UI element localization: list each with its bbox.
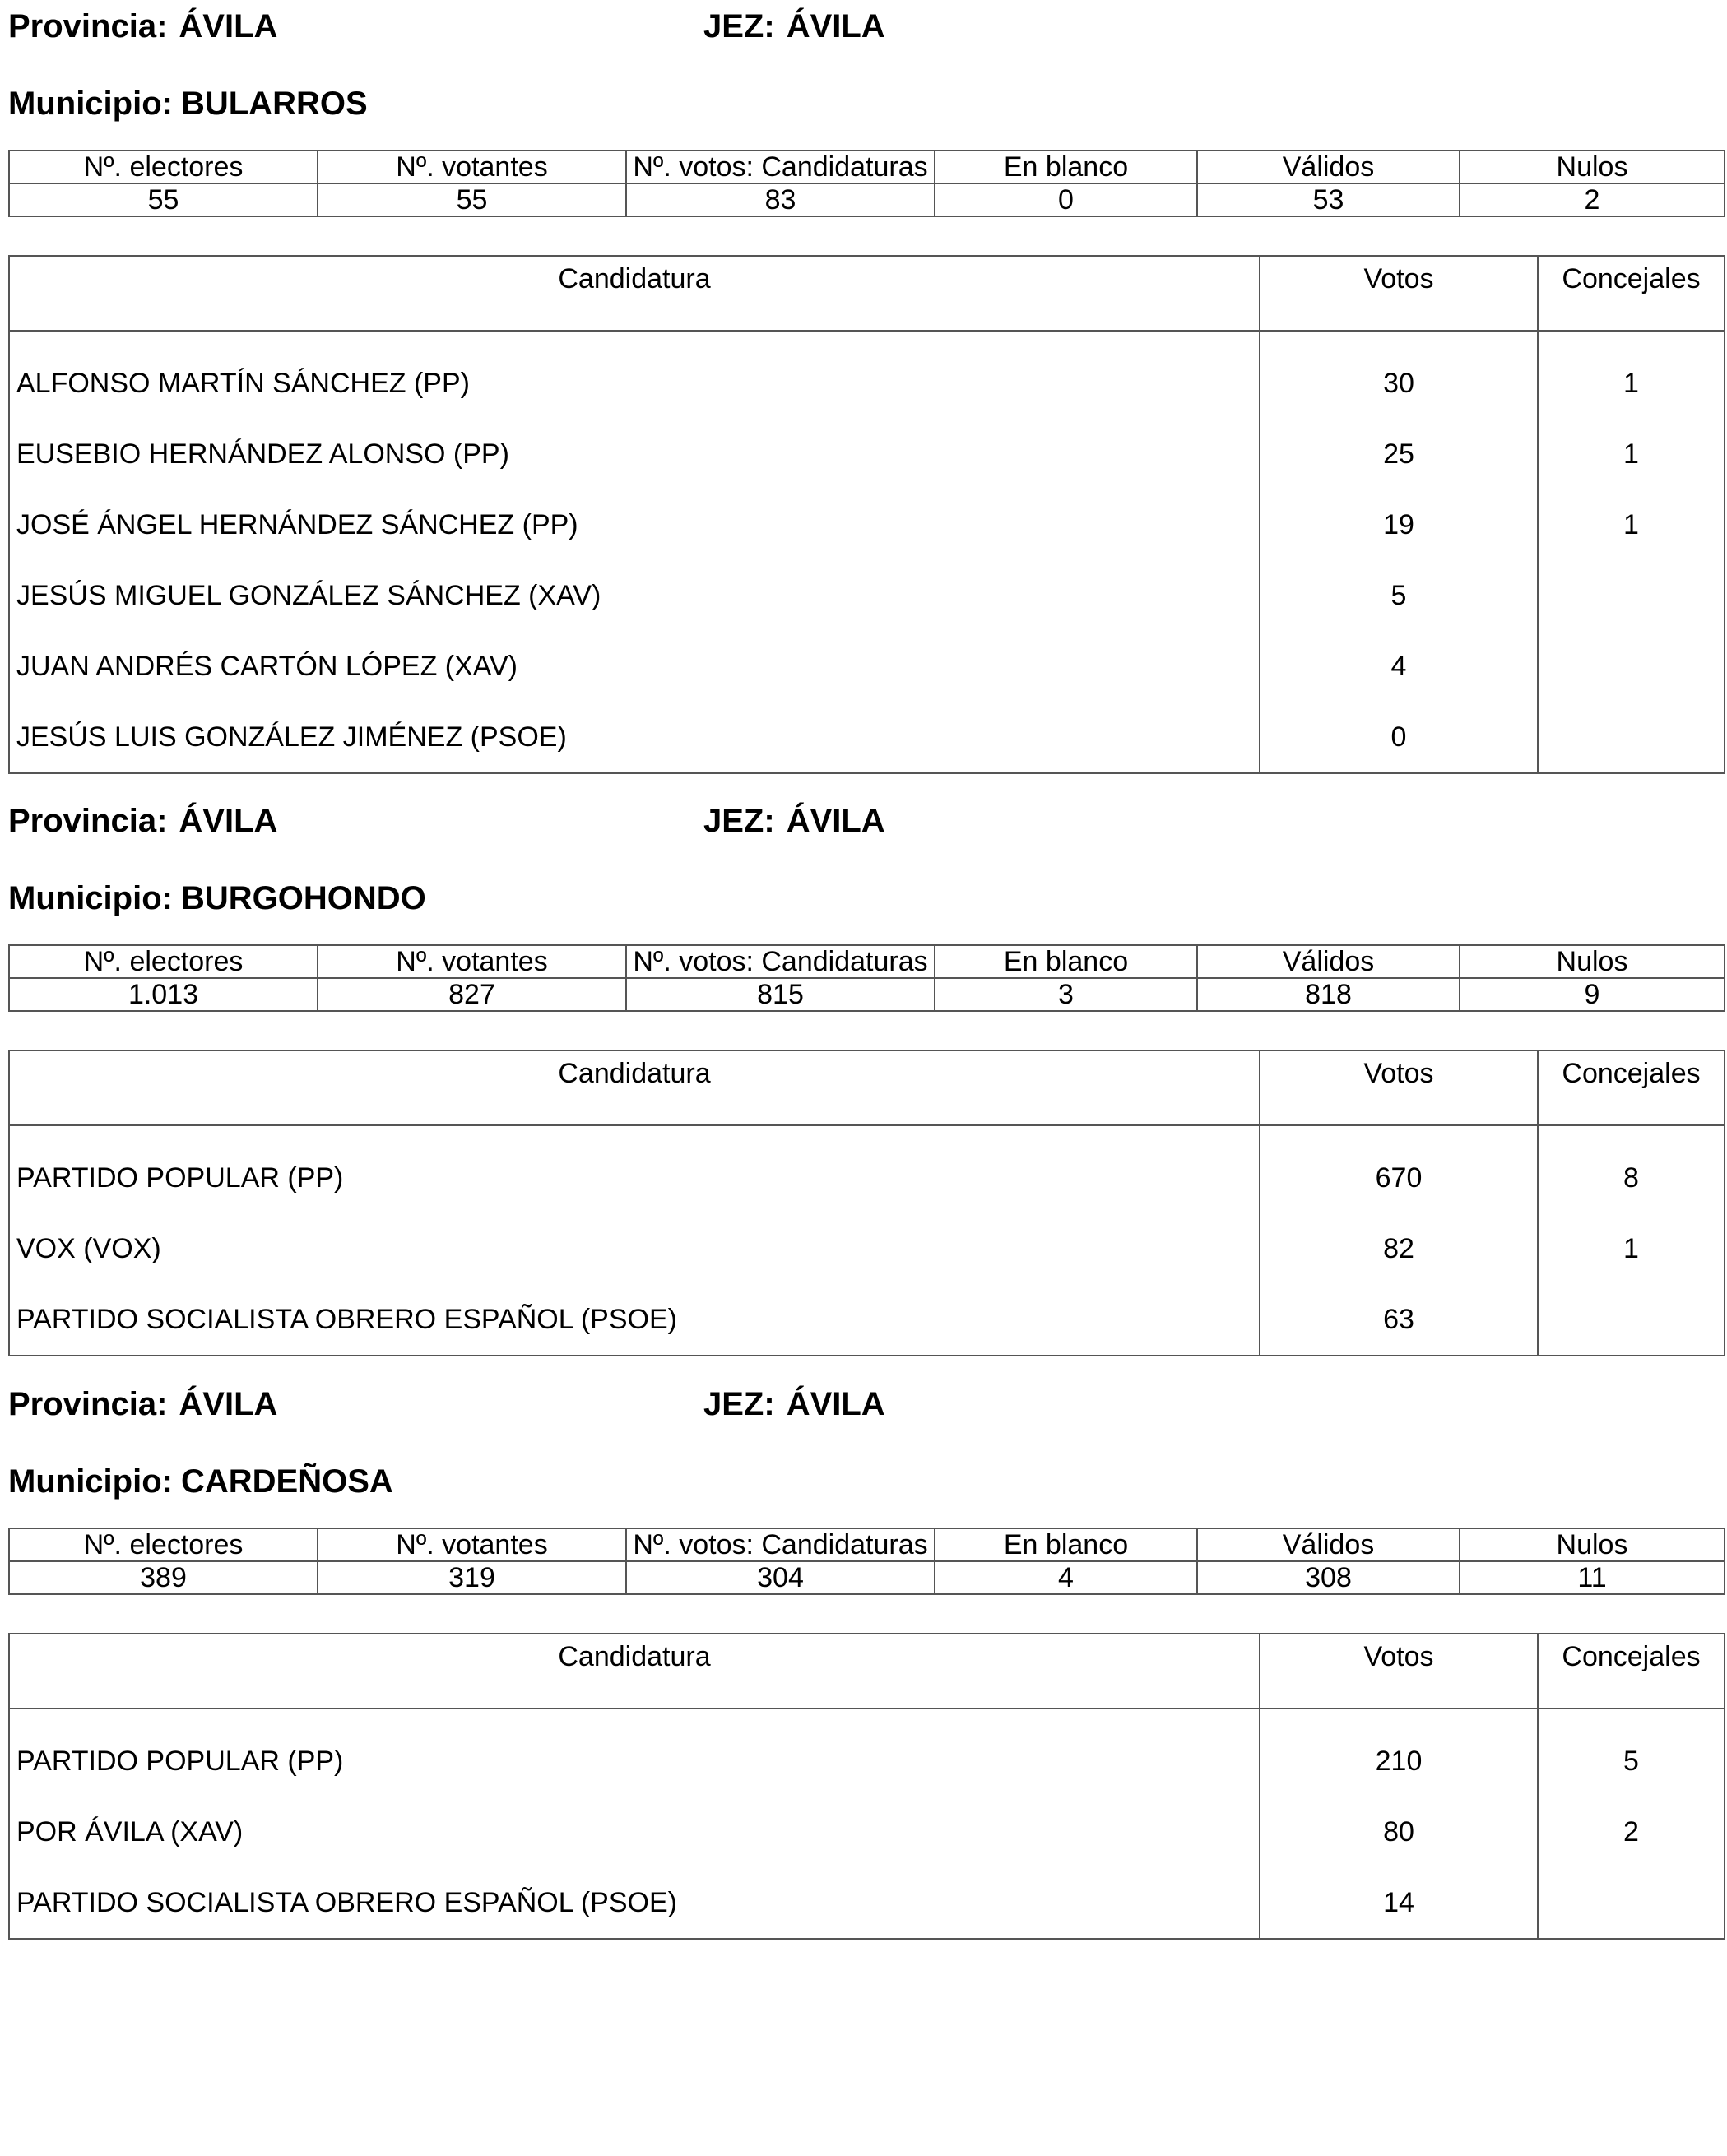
summary-values-row	[9, 1561, 1725, 1594]
provincia-heading: Provincia: ÁVILA	[8, 803, 278, 839]
en-blanco-value: 0	[935, 183, 1197, 216]
jez-heading: JEZ: ÁVILA	[703, 1386, 885, 1422]
validos-value: 308	[1197, 1561, 1460, 1594]
votantes-value: 827	[318, 978, 626, 1011]
results-table	[8, 1050, 1725, 1356]
votos-value: 19	[1260, 489, 1538, 560]
result-row	[9, 1125, 1725, 1213]
nulos-value: 11	[1460, 1561, 1725, 1594]
jez-heading: JEZ: ÁVILA	[703, 8, 885, 44]
votos-value: 4	[1260, 631, 1538, 702]
jez-heading: JEZ: ÁVILA	[703, 803, 885, 839]
results-header-row	[9, 1050, 1725, 1125]
votos-candidaturas-header: Nº. votos: Candidaturas	[626, 1528, 935, 1561]
nulos-value: 2	[1460, 183, 1725, 216]
results-table	[8, 255, 1725, 774]
candidatura-name: VOX (VOX)	[9, 1213, 1260, 1284]
votantes-header: Nº. votantes	[318, 151, 626, 183]
votos-value: 30	[1260, 331, 1538, 419]
concejales-value	[1538, 560, 1725, 631]
summary-header-row	[9, 1528, 1725, 1561]
nulos-header: Nulos	[1460, 1528, 1725, 1561]
concejales-value	[1538, 702, 1725, 773]
result-row	[9, 702, 1725, 773]
concejales-value: 1	[1538, 489, 1725, 560]
en-blanco-value: 4	[935, 1561, 1197, 1594]
electores-header: Nº. electores	[9, 1528, 318, 1561]
result-row	[9, 1213, 1725, 1284]
summary-header-row	[9, 945, 1725, 978]
votos-candidaturas-header: Nº. votos: Candidaturas	[626, 945, 935, 978]
municipio-heading: Municipio: BURGOHONDO	[8, 880, 426, 916]
municipio-heading: Municipio: BULARROS	[8, 86, 368, 122]
votos-candidaturas-value: 83	[626, 183, 935, 216]
votantes-value: 319	[318, 1561, 626, 1594]
validos-header: Válidos	[1197, 151, 1460, 183]
results-table	[8, 1633, 1725, 1940]
municipio-heading: Municipio: CARDEÑOSA	[8, 1463, 393, 1500]
votantes-header: Nº. votantes	[318, 945, 626, 978]
candidatura-name: PARTIDO SOCIALISTA OBRERO ESPAÑOL (PSOE)	[9, 1284, 1260, 1356]
candidatura-name: EUSEBIO HERNÁNDEZ ALONSO (PP)	[9, 419, 1260, 489]
provincia-heading: Provincia: ÁVILA	[8, 8, 278, 44]
votos-value: 63	[1260, 1284, 1538, 1356]
summary-header-row	[9, 151, 1725, 183]
concejales-header: Concejales	[1538, 256, 1725, 331]
concejales-value: 1	[1538, 331, 1725, 419]
electores-value: 1.013	[9, 978, 318, 1011]
candidatura-name: JOSÉ ÁNGEL HERNÁNDEZ SÁNCHEZ (PP)	[9, 489, 1260, 560]
votantes-value: 55	[318, 183, 626, 216]
result-row	[9, 419, 1725, 489]
results-header-row	[9, 256, 1725, 331]
result-row	[9, 331, 1725, 419]
summary-table	[8, 944, 1725, 1012]
votos-value: 670	[1260, 1125, 1538, 1213]
candidatura-header: Candidatura	[9, 1634, 1260, 1709]
candidatura-header: Candidatura	[9, 1050, 1260, 1125]
summary-values-row	[9, 183, 1725, 216]
votos-candidaturas-value: 815	[626, 978, 935, 1011]
electores-value: 389	[9, 1561, 318, 1594]
en-blanco-header: En blanco	[935, 151, 1197, 183]
result-row	[9, 631, 1725, 702]
nulos-header: Nulos	[1460, 945, 1725, 978]
concejales-value	[1538, 1284, 1725, 1356]
votos-value: 80	[1260, 1797, 1538, 1867]
candidatura-header: Candidatura	[9, 256, 1260, 331]
provincia-heading: Provincia: ÁVILA	[8, 1386, 278, 1422]
result-row	[9, 1797, 1725, 1867]
concejales-value: 8	[1538, 1125, 1725, 1213]
concejales-value	[1538, 631, 1725, 702]
votos-value: 5	[1260, 560, 1538, 631]
validos-header: Válidos	[1197, 1528, 1460, 1561]
concejales-value	[1538, 1867, 1725, 1939]
concejales-header: Concejales	[1538, 1050, 1725, 1125]
candidatura-name: POR ÁVILA (XAV)	[9, 1797, 1260, 1867]
result-row	[9, 1284, 1725, 1356]
electores-header: Nº. electores	[9, 945, 318, 978]
votos-value: 0	[1260, 702, 1538, 773]
nulos-header: Nulos	[1460, 151, 1725, 183]
summary-values-row	[9, 978, 1725, 1011]
en-blanco-header: En blanco	[935, 1528, 1197, 1561]
summary-table	[8, 150, 1725, 217]
votos-value: 82	[1260, 1213, 1538, 1284]
electores-value: 55	[9, 183, 318, 216]
summary-table	[8, 1528, 1725, 1595]
votos-candidaturas-header: Nº. votos: Candidaturas	[626, 151, 935, 183]
votos-header: Votos	[1260, 1634, 1538, 1709]
en-blanco-value: 3	[935, 978, 1197, 1011]
candidatura-name: PARTIDO POPULAR (PP)	[9, 1125, 1260, 1213]
validos-value: 53	[1197, 183, 1460, 216]
votos-header: Votos	[1260, 256, 1538, 331]
candidatura-name: JESÚS MIGUEL GONZÁLEZ SÁNCHEZ (XAV)	[9, 560, 1260, 631]
validos-header: Válidos	[1197, 945, 1460, 978]
result-row	[9, 1867, 1725, 1939]
votos-value: 25	[1260, 419, 1538, 489]
en-blanco-header: En blanco	[935, 945, 1197, 978]
candidatura-name: JUAN ANDRÉS CARTÓN LÓPEZ (XAV)	[9, 631, 1260, 702]
result-row	[9, 489, 1725, 560]
candidatura-name: PARTIDO POPULAR (PP)	[9, 1709, 1260, 1797]
votos-header: Votos	[1260, 1050, 1538, 1125]
electores-header: Nº. electores	[9, 151, 318, 183]
results-header-row	[9, 1634, 1725, 1709]
result-row	[9, 1709, 1725, 1797]
result-row	[9, 560, 1725, 631]
nulos-value: 9	[1460, 978, 1725, 1011]
votos-value: 14	[1260, 1867, 1538, 1939]
validos-value: 818	[1197, 978, 1460, 1011]
votos-value: 210	[1260, 1709, 1538, 1797]
candidatura-name: ALFONSO MARTÍN SÁNCHEZ (PP)	[9, 331, 1260, 419]
concejales-value: 1	[1538, 1213, 1725, 1284]
candidatura-name: JESÚS LUIS GONZÁLEZ JIMÉNEZ (PSOE)	[9, 702, 1260, 773]
votantes-header: Nº. votantes	[318, 1528, 626, 1561]
concejales-value: 2	[1538, 1797, 1725, 1867]
candidatura-name: PARTIDO SOCIALISTA OBRERO ESPAÑOL (PSOE)	[9, 1867, 1260, 1939]
votos-candidaturas-value: 304	[626, 1561, 935, 1594]
concejales-header: Concejales	[1538, 1634, 1725, 1709]
concejales-value: 1	[1538, 419, 1725, 489]
concejales-value: 5	[1538, 1709, 1725, 1797]
